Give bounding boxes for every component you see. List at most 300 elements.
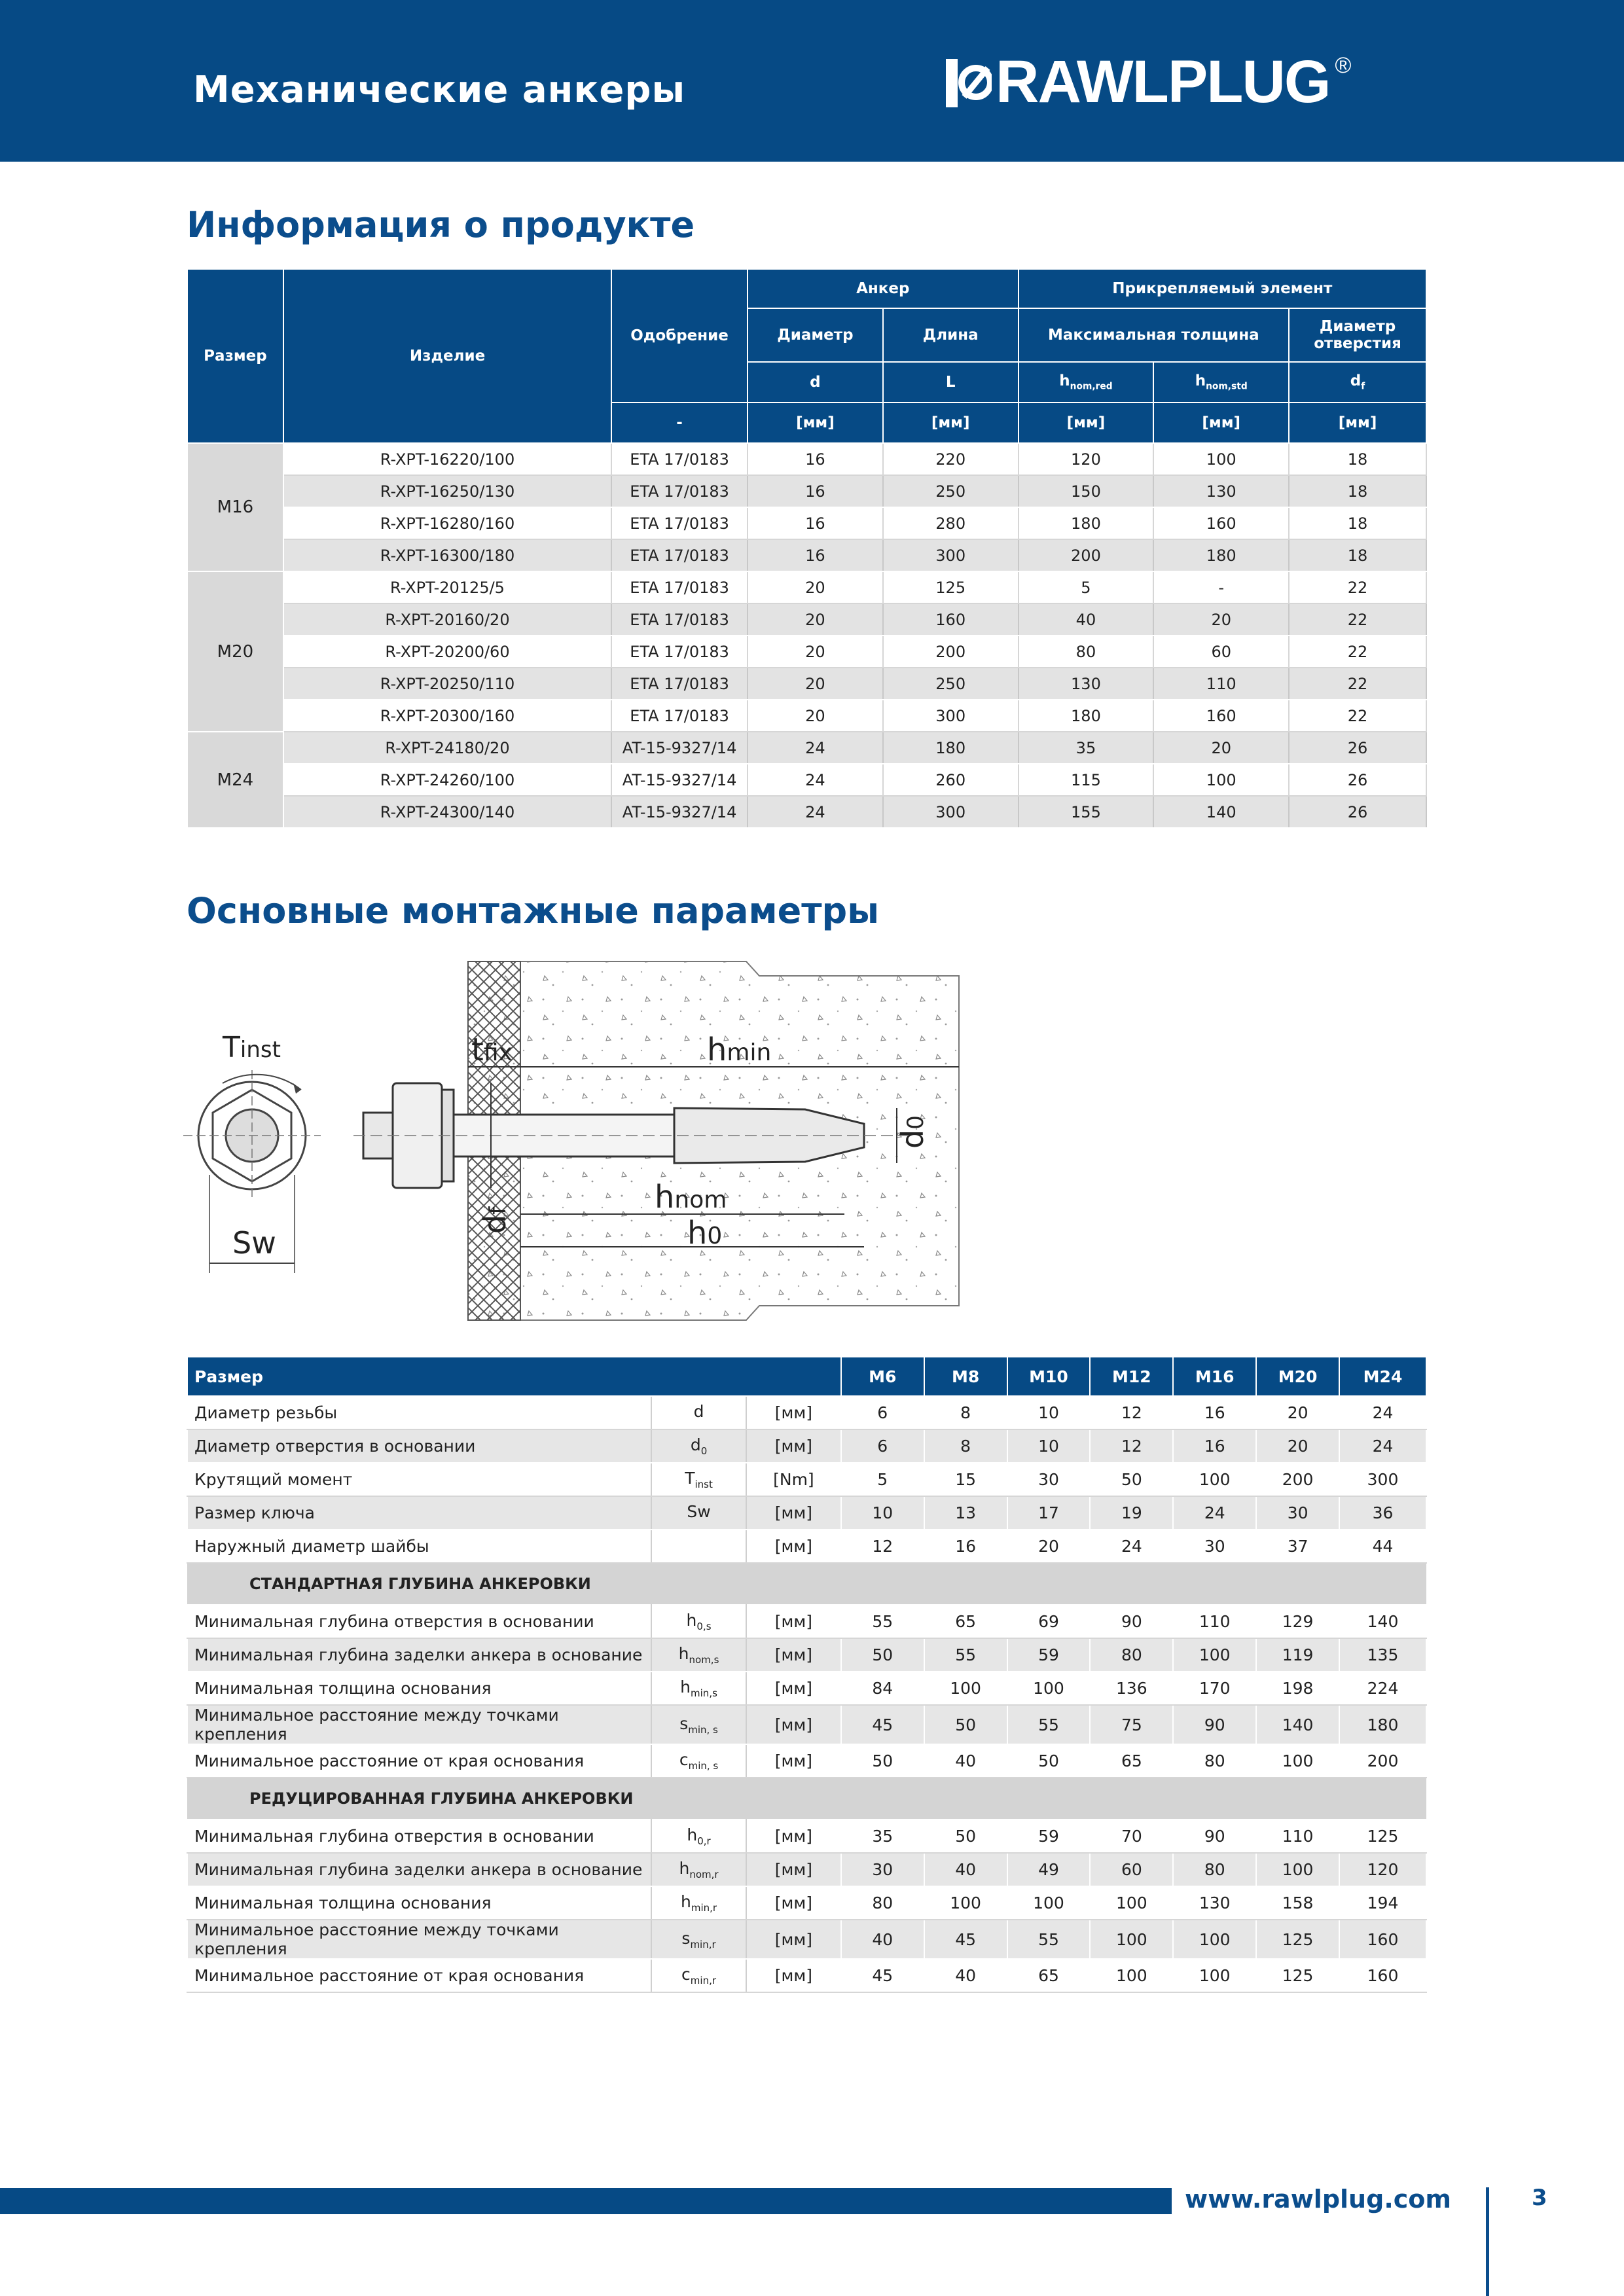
param-unit: [Nm] [746, 1463, 841, 1496]
param-value: 59 [1007, 1820, 1091, 1853]
cell-d: 20 [748, 668, 883, 700]
param-symbol: $s_{min, s}$ [651, 1705, 746, 1744]
params-header-m6: M6 [841, 1357, 924, 1396]
param-value: 55 [924, 1638, 1007, 1672]
footer-url-link[interactable]: www.rawlplug.com [1185, 2185, 1451, 2214]
param-value: 90 [1173, 1820, 1256, 1853]
col-max-thickness-header: Максимальная толщина [1019, 308, 1290, 362]
param-value: 13 [924, 1496, 1007, 1530]
cell-hstd: 20 [1153, 732, 1289, 764]
param-value: 119 [1256, 1638, 1339, 1672]
svg-text:Tinst [222, 1031, 281, 1064]
cell-product: R-XPT-20300/160 [283, 700, 611, 732]
param-label: Минимальная толщина основания [187, 1672, 651, 1705]
cell-L: 250 [883, 475, 1019, 507]
cell-approval: ETA 17/0183 [611, 603, 748, 636]
section-title-installation-params: Основные монтажные параметры [187, 890, 880, 931]
table-row [187, 539, 1426, 571]
table-row [187, 1429, 1426, 1463]
param-value: 200 [1256, 1463, 1339, 1496]
param-value: 100 [1090, 1959, 1173, 1992]
unit-approval: - [611, 403, 748, 443]
param-value: 10 [1007, 1429, 1091, 1463]
param-label: Размер ключа [187, 1496, 651, 1530]
standard-depth-section [187, 1563, 1426, 1605]
cell-L: 300 [883, 700, 1019, 732]
param-value: 200 [1339, 1744, 1426, 1778]
cell-df: 22 [1289, 636, 1426, 668]
param-label: Минимальное расстояние между точками крепления [187, 1920, 651, 1959]
param-value: 135 [1339, 1638, 1426, 1672]
param-symbol: $s_{min,r}$ [651, 1920, 746, 1959]
param-value: 140 [1339, 1605, 1426, 1638]
param-value: 120 [1339, 1853, 1426, 1886]
param-symbol: $c_{min,r}$ [651, 1959, 746, 1992]
table-row [187, 764, 1426, 796]
label-hnom: h [655, 1179, 675, 1215]
reduced-depth-section-title: РЕДУЦИРОВАННАЯ ГЛУБИНА АНКЕРОВКИ [187, 1778, 1426, 1820]
param-value: 40 [924, 1744, 1007, 1778]
param-value: 158 [1256, 1886, 1339, 1920]
col-hole-diameter-header: Диаметр отверстия [1289, 308, 1426, 362]
param-value: 70 [1090, 1820, 1173, 1853]
col-diameter-header: Диаметр [748, 308, 883, 362]
label-t: T [223, 1031, 240, 1064]
footer-bar [0, 2188, 1172, 2214]
param-symbol: $h_{nom,r}$ [651, 1853, 746, 1886]
param-label: Минимальная глубина отверстия в основании [187, 1820, 651, 1853]
cell-hred: 115 [1019, 764, 1154, 796]
param-value: 194 [1339, 1886, 1426, 1920]
cell-df: 22 [1289, 571, 1426, 603]
param-value: 69 [1007, 1605, 1091, 1638]
param-value: 24 [1339, 1429, 1426, 1463]
cell-L: 180 [883, 732, 1019, 764]
size-cell: M16 [187, 443, 283, 571]
cell-approval: ETA 17/0183 [611, 443, 748, 475]
table-row [187, 571, 1426, 603]
cell-hstd: 180 [1153, 539, 1289, 571]
unit-L: [мм] [883, 403, 1019, 443]
cell-hred: 130 [1019, 668, 1154, 700]
label-sw: Sw [232, 1225, 276, 1261]
cell-d: 16 [748, 539, 883, 571]
cell-df: 22 [1289, 603, 1426, 636]
param-value: 160 [1339, 1959, 1426, 1992]
param-symbol: $T_{inst}$ [651, 1463, 746, 1496]
rawlplug-logo [946, 49, 1430, 115]
param-value: 80 [1090, 1638, 1173, 1672]
param-value: 20 [1256, 1429, 1339, 1463]
cell-d: 16 [748, 475, 883, 507]
param-unit: [мм] [746, 1672, 841, 1705]
label-hmin: h [707, 1031, 727, 1068]
param-value: 20 [1256, 1396, 1339, 1429]
cell-product: R-XPT-16220/100 [283, 443, 611, 475]
cell-approval: ETA 17/0183 [611, 636, 748, 668]
cell-product: R-XPT-20250/110 [283, 668, 611, 700]
params-header-m16: M16 [1173, 1357, 1256, 1396]
param-value: 19 [1090, 1496, 1173, 1530]
param-value: 50 [1090, 1463, 1173, 1496]
logo-text: RAWLPLUG [996, 48, 1330, 115]
table-row [187, 1959, 1426, 1992]
label-d0: d [895, 1129, 930, 1149]
param-value: 65 [1007, 1959, 1091, 1992]
param-value: 90 [1090, 1605, 1173, 1638]
cell-df: 26 [1289, 732, 1426, 764]
cell-hred: 120 [1019, 443, 1154, 475]
param-value: 8 [924, 1396, 1007, 1429]
params-header-m12: M12 [1090, 1357, 1173, 1396]
param-value: 12 [1090, 1396, 1173, 1429]
params-header-m8: M8 [924, 1357, 1007, 1396]
param-unit: [мм] [746, 1886, 841, 1920]
cell-approval: AT-15-9327/14 [611, 764, 748, 796]
cell-hstd: 60 [1153, 636, 1289, 668]
param-value: 55 [1007, 1705, 1091, 1744]
param-value: 100 [1173, 1920, 1256, 1959]
param-label: Крутящий момент [187, 1463, 651, 1496]
param-value: 100 [1090, 1920, 1173, 1959]
param-value: 100 [1256, 1744, 1339, 1778]
cell-df: 22 [1289, 668, 1426, 700]
cell-d: 24 [748, 732, 883, 764]
cell-df: 18 [1289, 475, 1426, 507]
table-row [187, 796, 1426, 828]
cell-d: 24 [748, 796, 883, 828]
param-unit: [мм] [746, 1959, 841, 1992]
param-symbol: $h_{min,s}$ [651, 1672, 746, 1705]
table-row [187, 1496, 1426, 1530]
table-row [187, 636, 1426, 668]
param-value: 84 [841, 1672, 924, 1705]
cell-approval: ETA 17/0183 [611, 539, 748, 571]
param-label: Минимальное расстояние от края основания [187, 1959, 651, 1992]
cell-hred: 80 [1019, 636, 1154, 668]
param-value: 75 [1090, 1705, 1173, 1744]
param-value: 6 [841, 1396, 924, 1429]
param-value: 45 [924, 1920, 1007, 1959]
param-value: 65 [924, 1605, 1007, 1638]
param-label: Минимальное расстояние от края основания [187, 1744, 651, 1778]
label-h0-sub: 0 [707, 1223, 723, 1249]
cell-hred: 5 [1019, 571, 1154, 603]
param-symbol: Sw [651, 1496, 746, 1530]
cell-hstd: - [1153, 571, 1289, 603]
label-hnom-sub: nom [674, 1187, 727, 1213]
label-df-sub: f [485, 1206, 511, 1215]
cell-hred: 200 [1019, 539, 1154, 571]
param-value: 65 [1090, 1744, 1173, 1778]
param-value: 17 [1007, 1496, 1091, 1530]
params-header-size: Размер [187, 1357, 841, 1396]
params-header-m24: M24 [1339, 1357, 1426, 1396]
param-label: Наружный диаметр шайбы [187, 1530, 651, 1563]
cell-hred: 180 [1019, 700, 1154, 732]
header-title: Механические анкеры [193, 69, 686, 111]
param-value: 6 [841, 1429, 924, 1463]
cell-hstd: 140 [1153, 796, 1289, 828]
cell-product: R-XPT-24180/20 [283, 732, 611, 764]
param-value: 30 [1007, 1463, 1091, 1496]
group-fixture-header: Прикрепляемый элемент [1019, 269, 1426, 308]
param-value: 136 [1090, 1672, 1173, 1705]
param-value: 12 [1090, 1429, 1173, 1463]
page-number: 3 [1532, 2185, 1547, 2211]
param-value: 15 [924, 1463, 1007, 1496]
rawlplug-logo-mark-icon [946, 56, 992, 107]
param-value: 100 [1007, 1886, 1091, 1920]
cell-df: 18 [1289, 443, 1426, 475]
col-size-header: Размер [187, 269, 283, 443]
param-value: 80 [1173, 1853, 1256, 1886]
table-row [187, 1853, 1426, 1886]
param-value: 37 [1256, 1530, 1339, 1563]
cell-L: 160 [883, 603, 1019, 636]
table-row [187, 1463, 1426, 1496]
table-row [187, 507, 1426, 539]
param-value: 130 [1173, 1886, 1256, 1920]
table-row [187, 443, 1426, 475]
param-value: 50 [841, 1744, 924, 1778]
param-value: 50 [841, 1638, 924, 1672]
cell-hstd: 100 [1153, 764, 1289, 796]
param-value: 80 [1173, 1744, 1256, 1778]
param-unit: [мм] [746, 1853, 841, 1886]
section-title-product-info: Информация о продукте [187, 204, 695, 245]
cell-df: 18 [1289, 539, 1426, 571]
unit-df: [мм] [1289, 403, 1426, 443]
cell-d: 24 [748, 764, 883, 796]
param-symbol: $c_{min, s}$ [651, 1744, 746, 1778]
cell-L: 300 [883, 796, 1019, 828]
param-value: 49 [1007, 1853, 1091, 1886]
param-label: Минимальная глубина заделки анкера в основание [187, 1853, 651, 1886]
param-value: 60 [1090, 1853, 1173, 1886]
table-row [187, 1705, 1426, 1744]
cell-product: R-XPT-16250/130 [283, 475, 611, 507]
param-value: 24 [1173, 1496, 1256, 1530]
standard-depth-section-title: СТАНДАРТНАЯ ГЛУБИНА АНКЕРОВКИ [187, 1563, 1426, 1605]
param-value: 40 [924, 1959, 1007, 1992]
unit-h-std: [мм] [1153, 403, 1289, 443]
param-unit: [мм] [746, 1920, 841, 1959]
param-value: 16 [1173, 1429, 1256, 1463]
param-unit: [мм] [746, 1429, 841, 1463]
sym-h-nom-red: $h_{nom,red}$ [1019, 362, 1154, 403]
cell-df: 26 [1289, 764, 1426, 796]
param-value: 40 [841, 1920, 924, 1959]
cell-L: 260 [883, 764, 1019, 796]
param-value: 100 [1173, 1638, 1256, 1672]
cell-hred: 35 [1019, 732, 1154, 764]
cell-L: 125 [883, 571, 1019, 603]
table-row [187, 732, 1426, 764]
params-header-m10: M10 [1007, 1357, 1091, 1396]
param-symbol: $h_{min,r}$ [651, 1886, 746, 1920]
param-value: 36 [1339, 1496, 1426, 1530]
param-value: 100 [924, 1886, 1007, 1920]
param-value: 35 [841, 1820, 924, 1853]
param-value: 5 [841, 1463, 924, 1496]
cell-d: 16 [748, 443, 883, 475]
params-header-m20: M20 [1256, 1357, 1339, 1396]
param-value: 100 [1173, 1463, 1256, 1496]
param-value: 224 [1339, 1672, 1426, 1705]
installation-diagram [183, 952, 969, 1332]
unit-d: [мм] [748, 403, 883, 443]
size-cell: M24 [187, 732, 283, 828]
cell-product: R-XPT-24300/140 [283, 796, 611, 828]
param-value: 100 [924, 1672, 1007, 1705]
cell-df: 18 [1289, 507, 1426, 539]
table-row [187, 1886, 1426, 1920]
param-value: 59 [1007, 1638, 1091, 1672]
param-value: 50 [1007, 1744, 1091, 1778]
sym-df: $d_f$ [1289, 362, 1426, 403]
param-unit: [мм] [746, 1638, 841, 1672]
cell-hstd: 20 [1153, 603, 1289, 636]
sym-h-nom-std: $h_{nom,std}$ [1153, 362, 1289, 403]
cell-hstd: 130 [1153, 475, 1289, 507]
param-value: 110 [1256, 1820, 1339, 1853]
param-value: 24 [1339, 1396, 1426, 1429]
cell-df: 22 [1289, 700, 1426, 732]
param-value: 198 [1256, 1672, 1339, 1705]
table-row [187, 1396, 1426, 1429]
param-symbol: $h_{nom,s}$ [651, 1638, 746, 1672]
param-symbol: $h_{0,r}$ [651, 1820, 746, 1853]
param-value: 45 [841, 1959, 924, 1992]
param-label: Диаметр отверстия в основании [187, 1429, 651, 1463]
param-symbol [651, 1530, 746, 1563]
table-row [187, 475, 1426, 507]
cell-L: 250 [883, 668, 1019, 700]
table-row [187, 668, 1426, 700]
size-cell: M20 [187, 571, 283, 732]
table-row [187, 603, 1426, 636]
cell-df: 26 [1289, 796, 1426, 828]
cell-L: 300 [883, 539, 1019, 571]
param-value: 100 [1256, 1853, 1339, 1886]
param-value: 20 [1007, 1530, 1091, 1563]
cell-approval: ETA 17/0183 [611, 571, 748, 603]
cell-d: 20 [748, 571, 883, 603]
logo-registered-mark: ® [1335, 53, 1352, 78]
cell-approval: ETA 17/0183 [611, 700, 748, 732]
param-value: 8 [924, 1429, 1007, 1463]
cell-approval: AT-15-9327/14 [611, 796, 748, 828]
param-value: 80 [841, 1886, 924, 1920]
cell-approval: AT-15-9327/14 [611, 732, 748, 764]
cell-product: R-XPT-16300/180 [283, 539, 611, 571]
param-value: 16 [1173, 1396, 1256, 1429]
param-value: 160 [1339, 1920, 1426, 1959]
param-value: 12 [841, 1530, 924, 1563]
param-value: 50 [924, 1705, 1007, 1744]
table-row [187, 1605, 1426, 1638]
cell-hred: 155 [1019, 796, 1154, 828]
cell-hred: 150 [1019, 475, 1154, 507]
param-value: 44 [1339, 1530, 1426, 1563]
param-value: 30 [841, 1853, 924, 1886]
param-value: 40 [924, 1853, 1007, 1886]
product-info-table [187, 268, 1427, 829]
table-row [187, 1672, 1426, 1705]
col-product-header: Изделие [283, 269, 611, 443]
cell-product: R-XPT-24260/100 [283, 764, 611, 796]
cell-product: R-XPT-20160/20 [283, 603, 611, 636]
group-anchor-header: Анкер [748, 269, 1019, 308]
param-symbol: d [651, 1396, 746, 1429]
table-row [187, 1530, 1426, 1563]
param-value: 100 [1007, 1672, 1091, 1705]
table-row [187, 1744, 1426, 1778]
installation-params-table [187, 1356, 1427, 1993]
cell-d: 16 [748, 507, 883, 539]
param-value: 180 [1339, 1705, 1426, 1744]
param-value: 125 [1339, 1820, 1426, 1853]
param-unit: [мм] [746, 1744, 841, 1778]
param-value: 125 [1256, 1959, 1339, 1992]
cell-approval: ETA 17/0183 [611, 507, 748, 539]
param-value: 129 [1256, 1605, 1339, 1638]
label-tfix: t [471, 1031, 484, 1068]
cell-product: R-XPT-20200/60 [283, 636, 611, 668]
param-value: 300 [1339, 1463, 1426, 1496]
param-value: 30 [1256, 1496, 1339, 1530]
param-unit: [мм] [746, 1605, 841, 1638]
param-value: 24 [1090, 1530, 1173, 1563]
label-hmin-sub: min [727, 1039, 772, 1066]
param-label: Минимальная глубина заделки анкера в основание [187, 1638, 651, 1672]
param-value: 55 [1007, 1920, 1091, 1959]
sym-d: d [748, 362, 883, 403]
param-unit: [мм] [746, 1820, 841, 1853]
table-row [187, 1820, 1426, 1853]
param-value: 10 [1007, 1396, 1091, 1429]
label-tfix-sub: fix [483, 1039, 513, 1066]
param-unit: [мм] [746, 1530, 841, 1563]
param-value: 30 [1173, 1530, 1256, 1563]
col-length-header: Длина [883, 308, 1019, 362]
cell-product: R-XPT-20125/5 [283, 571, 611, 603]
param-unit: [мм] [746, 1705, 841, 1744]
sym-L: L [883, 362, 1019, 403]
cell-d: 20 [748, 603, 883, 636]
param-symbol: $h_{0,s}$ [651, 1605, 746, 1638]
cell-hred: 180 [1019, 507, 1154, 539]
cell-approval: ETA 17/0183 [611, 475, 748, 507]
param-symbol: $d_0$ [651, 1429, 746, 1463]
param-unit: [мм] [746, 1496, 841, 1530]
cell-approval: ETA 17/0183 [611, 668, 748, 700]
param-label: Минимальное расстояние между точками крепления [187, 1705, 651, 1744]
param-value: 45 [841, 1705, 924, 1744]
cell-hstd: 110 [1153, 668, 1289, 700]
label-h0: h [687, 1215, 708, 1251]
footer-divider [1486, 2187, 1489, 2296]
cell-hred: 40 [1019, 603, 1154, 636]
cell-d: 20 [748, 636, 883, 668]
param-value: 170 [1173, 1672, 1256, 1705]
param-value: 90 [1173, 1705, 1256, 1744]
param-label: Минимальная глубина отверстия в основании [187, 1605, 651, 1638]
cell-hstd: 100 [1153, 443, 1289, 475]
param-value: 110 [1173, 1605, 1256, 1638]
label-d0-sub: 0 [903, 1115, 929, 1130]
